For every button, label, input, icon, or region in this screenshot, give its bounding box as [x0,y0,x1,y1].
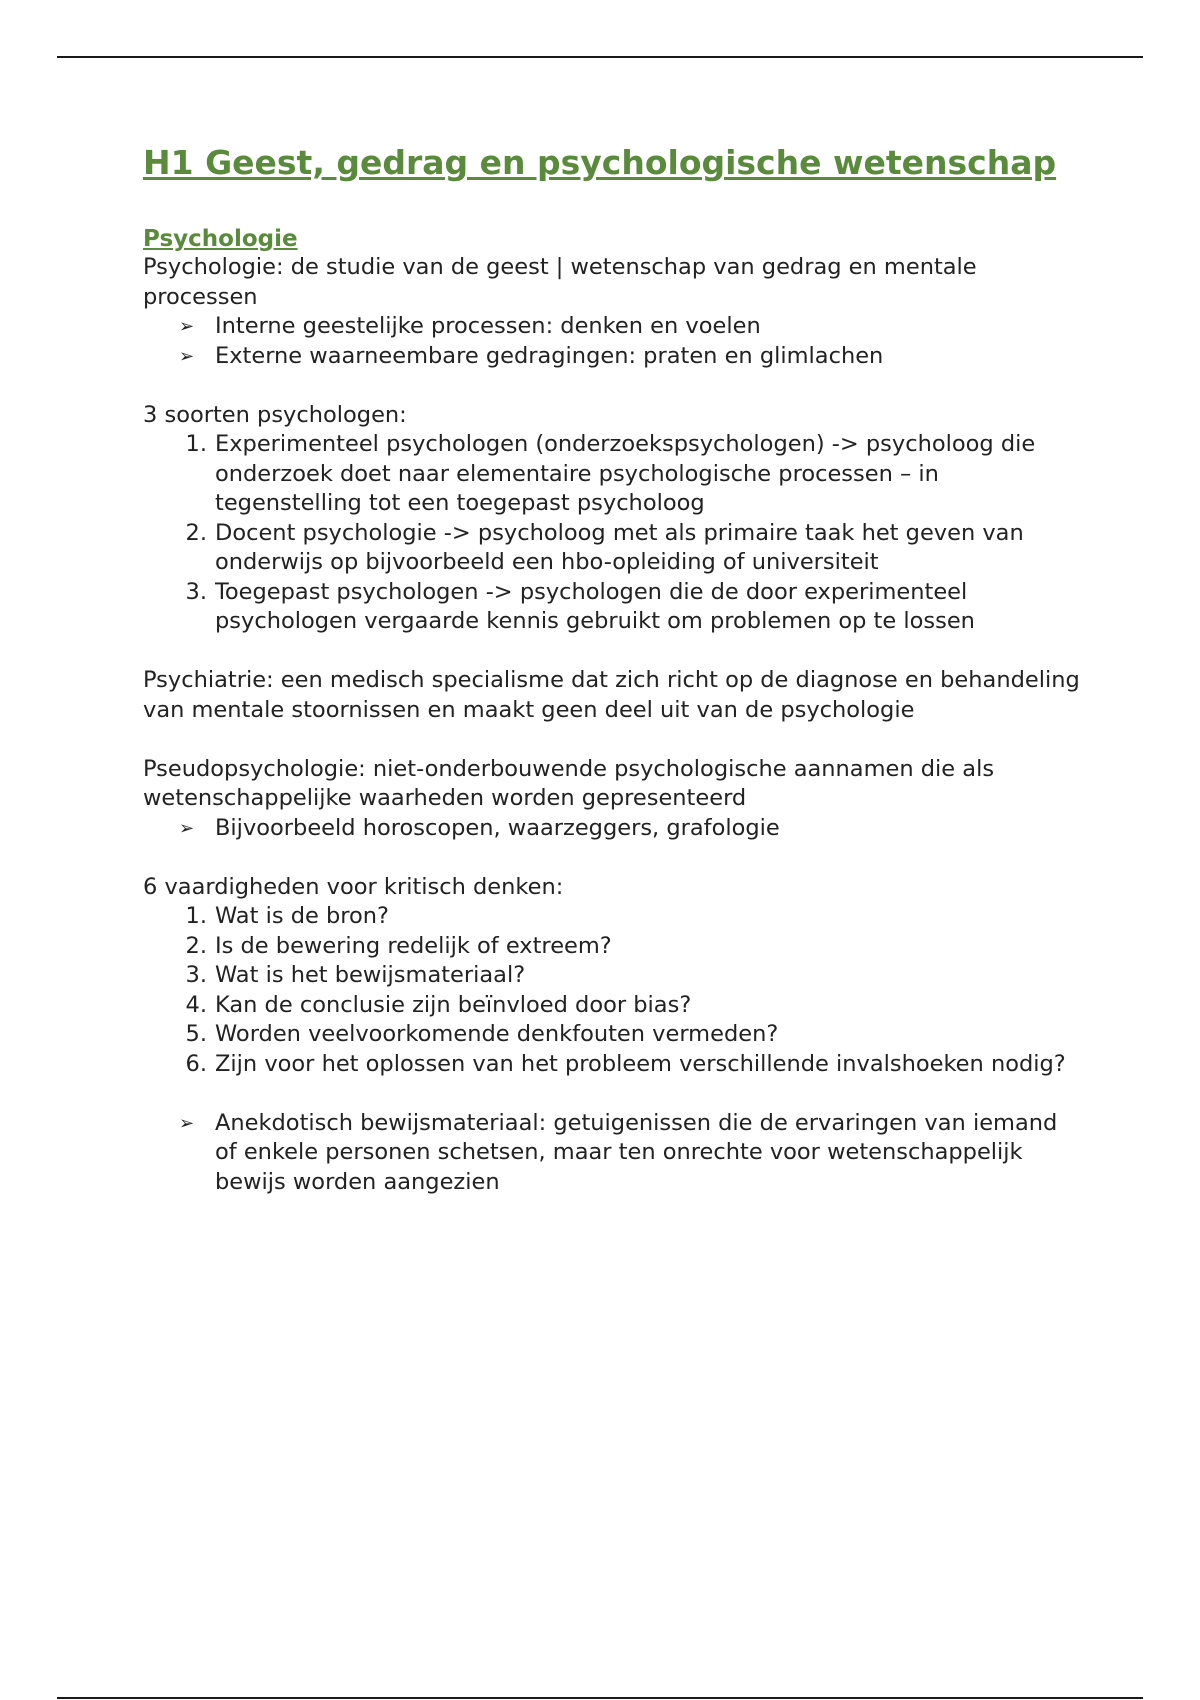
definition-paragraph: Psychologie: de studie van de geest | wetenschap van gedrag en mentale processen [143,254,977,310]
bullet-item: ➢ Interne geestelijke processen: denken en voelen [143,312,1083,342]
list-item: 3. Wat is het bewijsmateriaal? [185,962,526,988]
process-bullet-list [143,312,1083,371]
page-title: H1 Geest, gedrag en psychologische wetenschap [143,143,1057,182]
anecdote-bullet-list [143,1109,1083,1198]
arrowhead-bullet-icon: ➢ [179,316,195,337]
bullet-item: ➢ Externe waarneembare gedragingen: praten en glimlachen [143,342,1083,372]
psychologist-types-list [143,430,1083,637]
arrowhead-bullet-icon: ➢ [179,1112,195,1134]
types-intro: 3 soorten psychologen: [143,401,407,428]
pseudopsychologie-paragraph: Pseudopsychologie: niet-onderbouwende psychologische aannamen die als wetenschappelijke waarheden worden gepresenteerd [143,755,995,811]
list-item: 4. Kan de conclusie zijn beïnvloed door bias? [185,991,692,1018]
list-item: 6. Zijn voor het oplossen van het probleem verschillende invalshoeken nodig? [185,1050,1066,1077]
arrowhead-bullet-icon: ➢ [179,817,195,839]
list-item: 2. Is de bewering redelijk of extreem? [185,932,612,959]
bottom-rule [57,1697,1143,1699]
bullet-item: ➢ Bijvoorbeeld horoscopen, waarzeggers, grafologie [143,814,1083,844]
list-item: 3. Toegepast psychologen -> psychologen die de door experimenteel psychologen vergaarde kennis gebruikt om problemen op te lossen [185,578,975,634]
critical-thinking-list [143,902,1083,1079]
document-page [143,142,1083,1197]
list-item: 1. Experimenteel psychologen (onderzoekspsychologen) -> psycholoog die onderzoek doet naar elementaire psychologische processen – in tegenstelling tot een toegepast psycholoog [185,431,1036,516]
skills-intro: 6 vaardigheden voor kritisch denken: [143,873,564,900]
bullet-item: ➢ Anekdotisch bewijsmateriaal: getuigenissen die de ervaringen van iemand of enkele personen schetsen, maar ten onrechte voor wetenschappelijk bewijs worden aangezien [179,1109,1058,1195]
section-heading-psychologie: Psychologie [143,226,298,252]
pseudo-bullet-list [143,814,1083,844]
list-item: 1. Wat is de bron? [185,903,389,929]
arrowhead-bullet-icon: ➢ [179,345,195,367]
psychiatrie-paragraph: Psychiatrie: een medisch specialisme dat zich richt op de diagnose en behandeling van mentale stoornissen en maakt geen deel uit van de psychologie [143,667,1080,723]
list-item: 2. Docent psychologie -> psycholoog met als primaire taak het geven van onderwijs op bijvoorbeeld een hbo-opleiding of universiteit [185,519,1024,575]
top-rule [57,56,1143,58]
list-item: 5. Worden veelvoorkomende denkfouten vermeden? [185,1021,779,1047]
